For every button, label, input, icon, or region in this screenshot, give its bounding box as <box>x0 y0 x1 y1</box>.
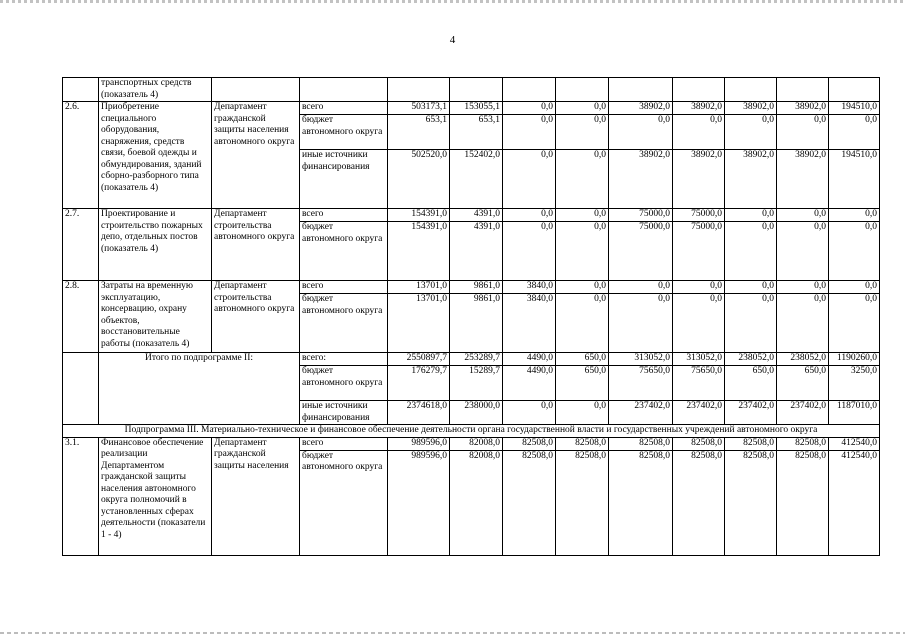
measure-2-7-source-row <box>63 209 880 222</box>
funding-source-label: всего <box>300 102 388 115</box>
subtotal-value-8: 238052,0 <box>777 353 829 366</box>
measure-name-cell: Приобретение специального оборудования, снаряжения, средств связи, боевой одежды и обмундирования, зданий сборно-разборного типа (показатель 4) <box>99 102 212 209</box>
responsible-department-cell: Департамент гражданской защиты населения автономного округа <box>212 102 300 209</box>
subtotal-value-4: 0,0 <box>556 401 609 425</box>
measure-2-8-value-1: 13701,0 <box>388 294 450 353</box>
measure-2-8-value-9: 0,0 <box>829 294 880 353</box>
measure-3-1-value-5: 82508,0 <box>609 437 673 450</box>
measure-2-7-value-9: 0,0 <box>829 222 880 281</box>
subtotal-value-9: 1187010,0 <box>829 401 880 425</box>
empty-cell <box>829 78 880 102</box>
measure-2-6-value-8: 38902,0 <box>777 150 829 209</box>
measure-3-1-value-1: 989596,0 <box>388 450 450 555</box>
measure-3-1-value-4: 82508,0 <box>556 437 609 450</box>
measure-2-6-value-1: 653,1 <box>388 115 450 150</box>
row-number-cell <box>63 78 99 102</box>
measure-2-6-value-8: 0,0 <box>777 115 829 150</box>
measure-3-1-value-9: 412540,0 <box>829 450 880 555</box>
empty-cell <box>450 78 503 102</box>
funding-source-label: бюджет автономного округа <box>300 222 388 281</box>
measure-2-7-value-2: 4391,0 <box>450 209 503 222</box>
measure-2-7-value-6: 75000,0 <box>673 222 725 281</box>
funding-source-label: иные источники финансирования <box>300 150 388 209</box>
subtotal-value-1: 2374618,0 <box>388 401 450 425</box>
measure-2-6-value-1: 502520,0 <box>388 150 450 209</box>
measure-2-6-value-7: 38902,0 <box>725 150 777 209</box>
row-number-cell: 2.7. <box>63 209 99 281</box>
measure-2-8-value-3: 3840,0 <box>503 281 556 294</box>
measure-3-1-value-7: 82508,0 <box>725 450 777 555</box>
measure-3-1-value-2: 82008,0 <box>450 437 503 450</box>
row-number-cell <box>63 353 99 425</box>
measure-2-7-value-4: 0,0 <box>556 209 609 222</box>
subtotal-value-3: 0,0 <box>503 401 556 425</box>
continuation-row <box>63 78 880 102</box>
subtotal-value-5: 75650,0 <box>609 366 673 401</box>
row-number-cell: 2.6. <box>63 102 99 209</box>
measure-2-6-value-2: 152402,0 <box>450 150 503 209</box>
measure-2-6-value-7: 0,0 <box>725 115 777 150</box>
empty-cell <box>777 78 829 102</box>
measure-2-8-value-3: 3840,0 <box>503 294 556 353</box>
measure-2-6-value-6: 38902,0 <box>673 102 725 115</box>
funding-source-label: всего <box>300 281 388 294</box>
measure-2-6-value-3: 0,0 <box>503 150 556 209</box>
measure-2-8-value-5: 0,0 <box>609 294 673 353</box>
measure-2-8-value-2: 9861,0 <box>450 294 503 353</box>
subtotal-label: Итого по подпрограмме II: <box>99 353 300 425</box>
measure-2-6-source-row <box>63 102 880 115</box>
measure-3-1-value-8: 82508,0 <box>777 450 829 555</box>
responsible-department-cell: Департамент строительства автономного округа <box>212 209 300 281</box>
measure-2-6-value-8: 38902,0 <box>777 102 829 115</box>
measure-3-1-source-row <box>63 437 880 450</box>
empty-cell <box>725 78 777 102</box>
measure-2-6-value-7: 38902,0 <box>725 102 777 115</box>
subtotal-value-4: 650,0 <box>556 366 609 401</box>
budget-table <box>62 77 880 556</box>
measure-2-6-value-9: 194510,0 <box>829 150 880 209</box>
measure-2-8-value-9: 0,0 <box>829 281 880 294</box>
subtotal-value-7: 650,0 <box>725 366 777 401</box>
funding-source-label: всего <box>300 437 388 450</box>
measure-2-7-value-3: 0,0 <box>503 222 556 281</box>
measure-2-7-value-4: 0,0 <box>556 222 609 281</box>
measure-3-1-value-3: 82508,0 <box>503 437 556 450</box>
subtotal-value-7: 238052,0 <box>725 353 777 366</box>
subtotal-value-5: 313052,0 <box>609 353 673 366</box>
measure-2-6-value-9: 0,0 <box>829 115 880 150</box>
funding-source-label: бюджет автономного округа <box>300 366 388 401</box>
subtotal-source-row <box>63 353 880 366</box>
measure-2-8-source-row <box>63 281 880 294</box>
row-number-cell: 2.8. <box>63 281 99 353</box>
measure-3-1-value-9: 412540,0 <box>829 437 880 450</box>
funding-source-label: бюджет автономного округа <box>300 115 388 150</box>
subtotal-value-1: 176279,7 <box>388 366 450 401</box>
measure-2-7-value-7: 0,0 <box>725 222 777 281</box>
subtotal-value-1: 2550897,7 <box>388 353 450 366</box>
subtotal-value-9: 3250,0 <box>829 366 880 401</box>
subtotal-value-2: 238000,0 <box>450 401 503 425</box>
measure-2-6-value-9: 194510,0 <box>829 102 880 115</box>
responsible-department-cell: Департамент гражданской защиты населения <box>212 437 300 555</box>
funding-source-label: всего: <box>300 353 388 366</box>
measure-2-6-value-3: 0,0 <box>503 102 556 115</box>
measure-2-6-value-1: 503173,1 <box>388 102 450 115</box>
subtotal-value-9: 1190260,0 <box>829 353 880 366</box>
subtotal-value-2: 253289,7 <box>450 353 503 366</box>
funding-source-label: всего <box>300 209 388 222</box>
scan-edge-top <box>0 0 905 3</box>
measure-2-6-value-4: 0,0 <box>556 150 609 209</box>
measure-3-1-value-8: 82508,0 <box>777 437 829 450</box>
measure-3-1-value-7: 82508,0 <box>725 437 777 450</box>
measure-2-6-value-6: 38902,0 <box>673 150 725 209</box>
measure-2-7-value-7: 0,0 <box>725 209 777 222</box>
measure-2-8-value-5: 0,0 <box>609 281 673 294</box>
measure-name-cell: Финансовое обеспечение реализации Департаментом гражданской защиты населения автономного округа полномочий в установленных сферах деятельности (показатели 1 - 4) <box>99 437 212 555</box>
measure-3-1-value-3: 82508,0 <box>503 450 556 555</box>
funding-source-label: иные источники финансирования <box>300 401 388 425</box>
funding-source-label: бюджет автономного округа <box>300 294 388 353</box>
row-number-cell: 3.1. <box>63 437 99 555</box>
measure-2-6-value-4: 0,0 <box>556 115 609 150</box>
empty-cell <box>673 78 725 102</box>
measure-2-7-value-9: 0,0 <box>829 209 880 222</box>
measure-3-1-value-4: 82508,0 <box>556 450 609 555</box>
measure-3-1-value-5: 82508,0 <box>609 450 673 555</box>
measure-2-7-value-3: 0,0 <box>503 209 556 222</box>
measure-2-8-value-8: 0,0 <box>777 294 829 353</box>
measure-2-7-value-5: 75000,0 <box>609 222 673 281</box>
subtotal-value-8: 650,0 <box>777 366 829 401</box>
measure-3-1-value-6: 82508,0 <box>673 437 725 450</box>
subtotal-value-2: 15289,7 <box>450 366 503 401</box>
measure-2-7-value-2: 4391,0 <box>450 222 503 281</box>
subprogram-3-title: Подпрограмма III. Материально-техническое и финансовое обеспечение деятельности органа государственной власти и государственных учреждений автономного округа <box>63 425 880 438</box>
measure-2-8-value-2: 9861,0 <box>450 281 503 294</box>
measure-2-8-value-6: 0,0 <box>673 294 725 353</box>
measure-2-6-value-5: 38902,0 <box>609 102 673 115</box>
measure-2-6-value-2: 153055,1 <box>450 102 503 115</box>
scan-edge-bottom <box>0 632 905 634</box>
measure-2-7-value-1: 154391,0 <box>388 209 450 222</box>
measure-3-1-value-2: 82008,0 <box>450 450 503 555</box>
measure-name-cell: транспортных средств (показатель 4) <box>99 78 212 102</box>
measure-2-8-value-8: 0,0 <box>777 281 829 294</box>
empty-cell <box>556 78 609 102</box>
measure-2-8-value-6: 0,0 <box>673 281 725 294</box>
subtotal-value-4: 650,0 <box>556 353 609 366</box>
subtotal-value-7: 237402,0 <box>725 401 777 425</box>
responsible-department-cell: Департамент строительства автономного округа <box>212 281 300 353</box>
measure-2-8-value-7: 0,0 <box>725 294 777 353</box>
measure-2-6-value-6: 0,0 <box>673 115 725 150</box>
measure-3-1-value-1: 989596,0 <box>388 437 450 450</box>
subtotal-value-5: 237402,0 <box>609 401 673 425</box>
funding-source-label: бюджет автономного округа <box>300 450 388 555</box>
subtotal-value-3: 4490,0 <box>503 366 556 401</box>
measure-2-6-value-2: 653,1 <box>450 115 503 150</box>
subtotal-value-3: 4490,0 <box>503 353 556 366</box>
measure-name-cell: Затраты на временную эксплуатацию, консервацию, охрану объектов, восстановительные работы (показатель 4) <box>99 281 212 353</box>
empty-cell <box>300 78 388 102</box>
measure-2-7-value-8: 0,0 <box>777 209 829 222</box>
measure-2-8-value-4: 0,0 <box>556 294 609 353</box>
measure-3-1-value-6: 82508,0 <box>673 450 725 555</box>
measure-2-8-value-1: 13701,0 <box>388 281 450 294</box>
subtotal-value-6: 75650,0 <box>673 366 725 401</box>
measure-2-7-value-6: 75000,0 <box>673 209 725 222</box>
empty-cell <box>503 78 556 102</box>
measure-2-8-value-4: 0,0 <box>556 281 609 294</box>
empty-cell <box>388 78 450 102</box>
measure-2-8-value-7: 0,0 <box>725 281 777 294</box>
measure-2-7-value-5: 75000,0 <box>609 209 673 222</box>
measure-2-6-value-5: 0,0 <box>609 115 673 150</box>
subtotal-value-8: 237402,0 <box>777 401 829 425</box>
measure-2-6-value-3: 0,0 <box>503 115 556 150</box>
subtotal-value-6: 313052,0 <box>673 353 725 366</box>
empty-cell <box>609 78 673 102</box>
measure-2-6-value-4: 0,0 <box>556 102 609 115</box>
subtotal-value-6: 237402,0 <box>673 401 725 425</box>
measure-2-6-value-5: 38902,0 <box>609 150 673 209</box>
page-number: 4 <box>449 34 456 46</box>
measure-name-cell: Проектирование и строительство пожарных депо, отдельных постов (показатель 4) <box>99 209 212 281</box>
empty-cell <box>212 78 300 102</box>
measure-2-7-value-8: 0,0 <box>777 222 829 281</box>
subprogram-heading-row <box>63 425 880 438</box>
measure-2-7-value-1: 154391,0 <box>388 222 450 281</box>
